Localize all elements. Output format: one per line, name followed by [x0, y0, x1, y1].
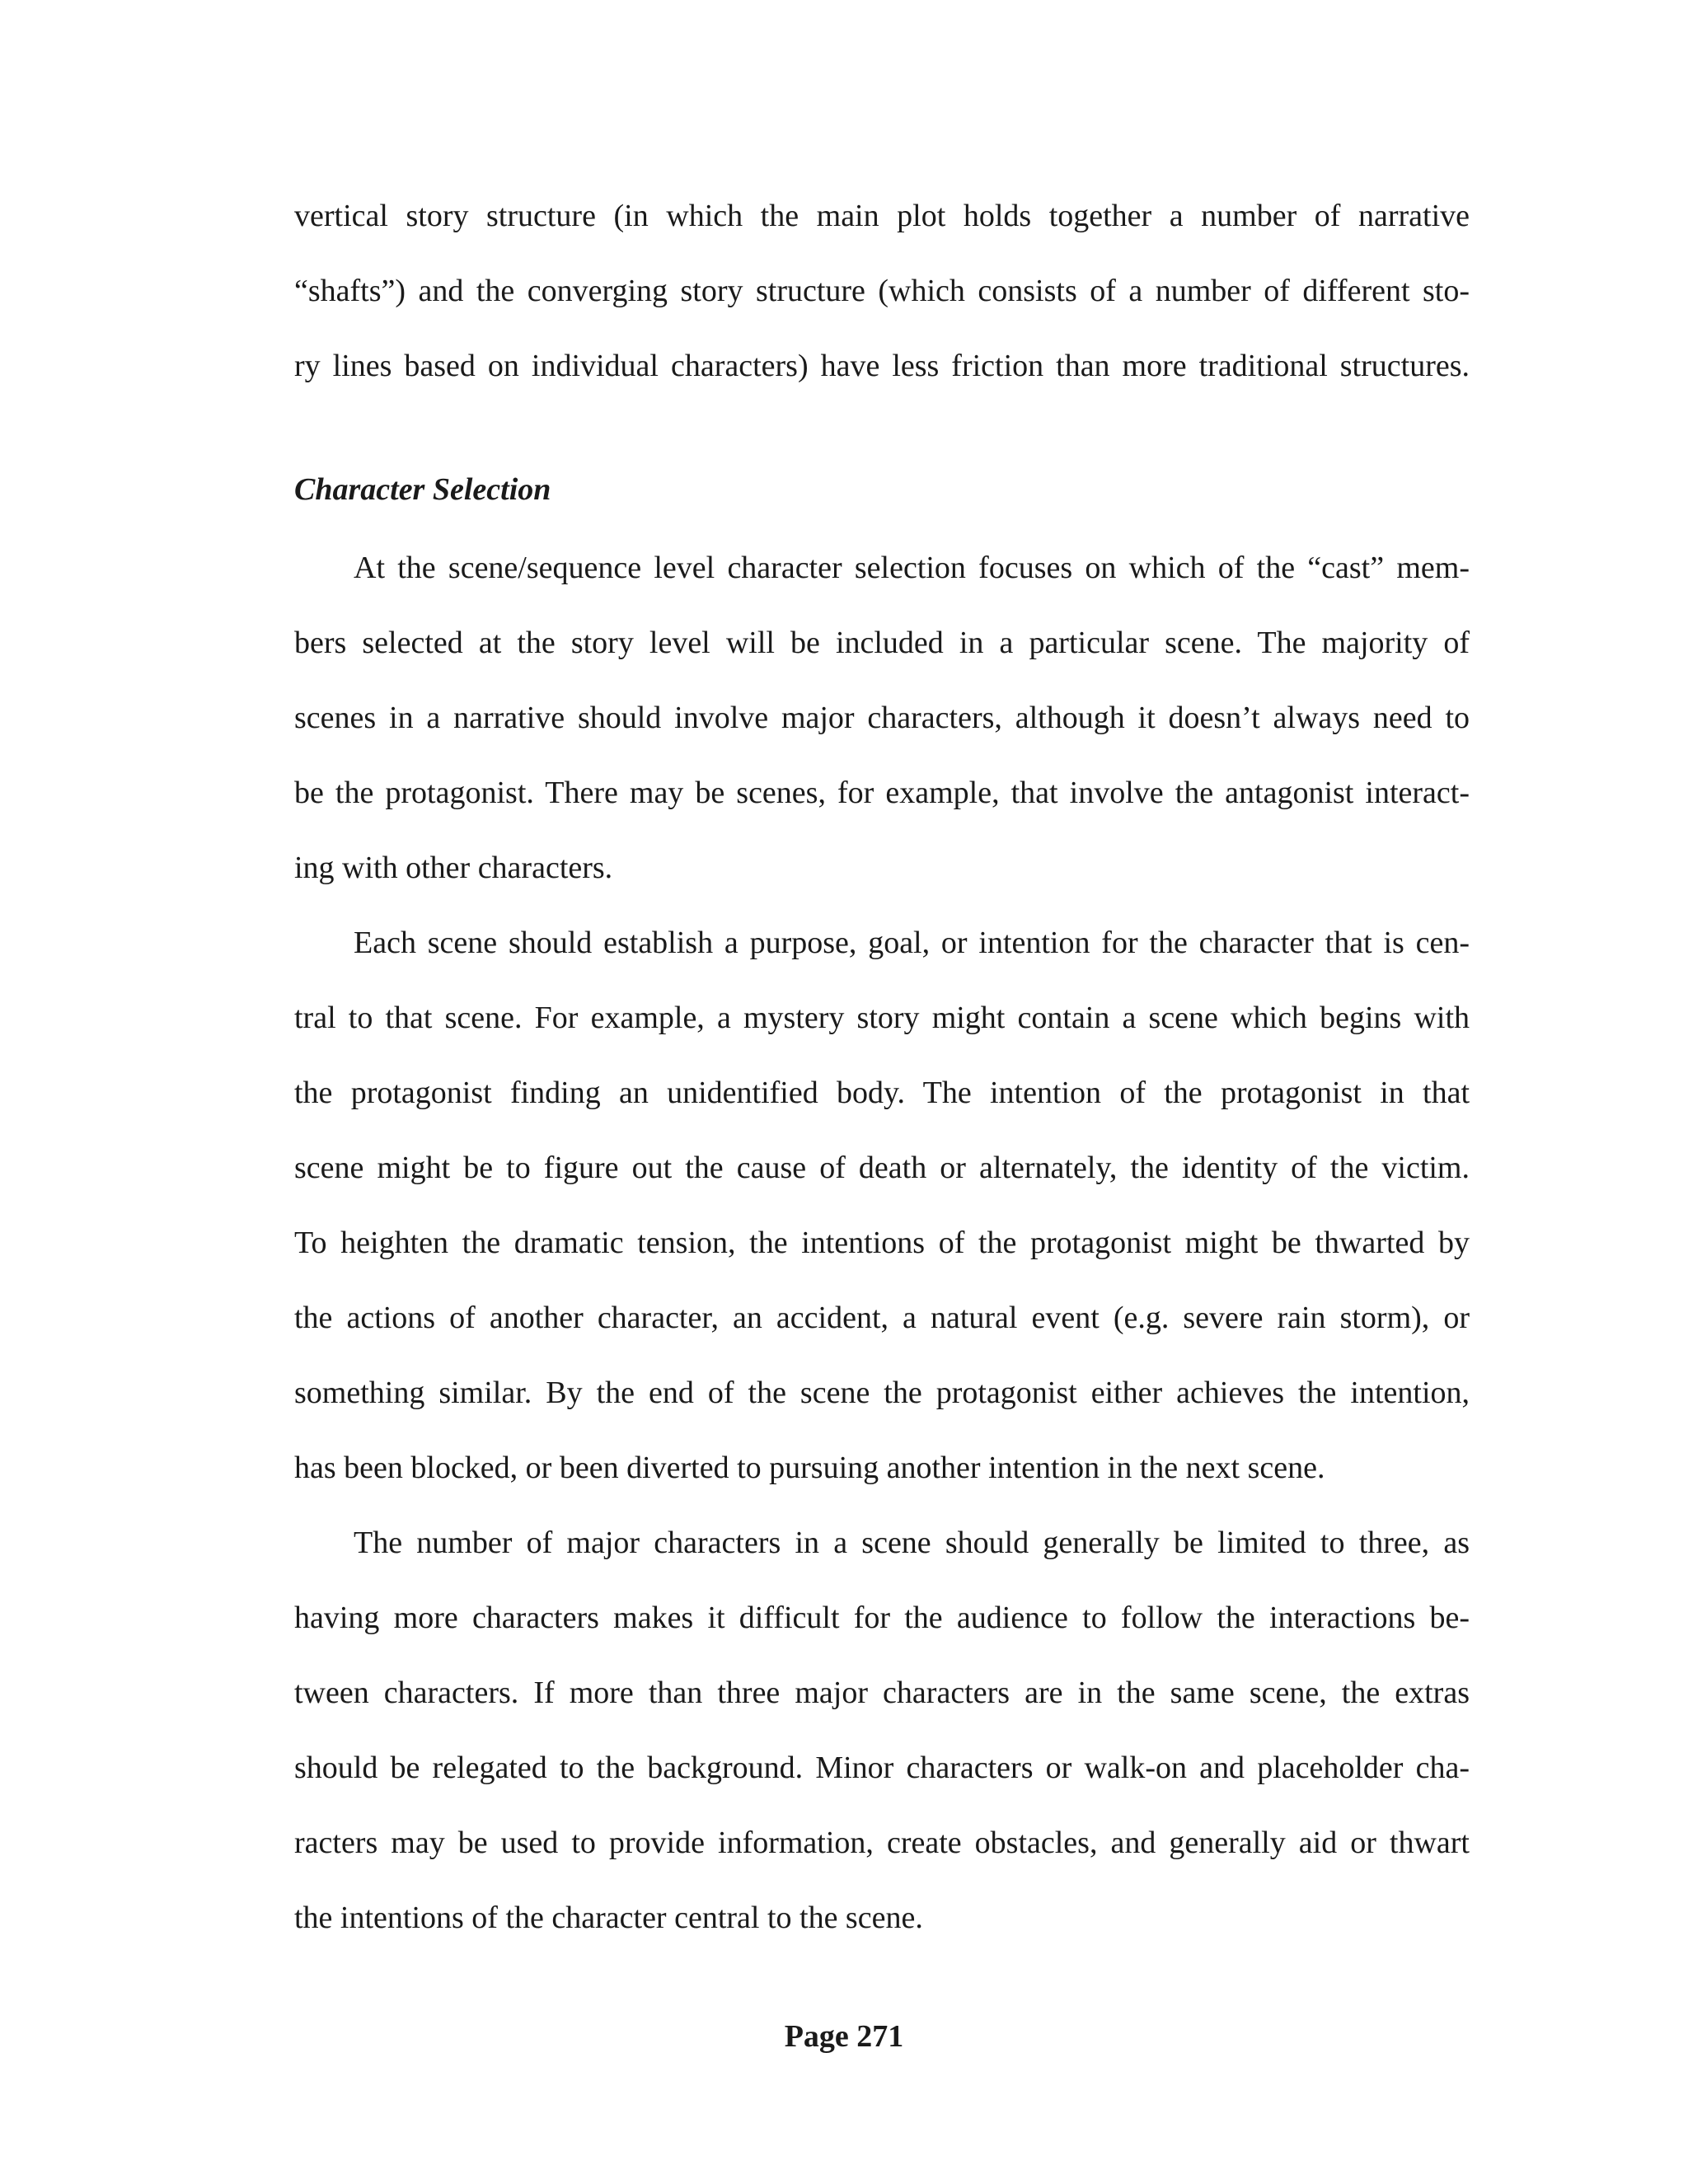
text-line: “shafts”) and the converging story structure (which consists of a number of different sto-	[294, 274, 1470, 308]
text-line: At the scene/sequence level character selection focuses on which of the “cast” mem-	[354, 551, 1470, 585]
text-line: scenes in a narrative should involve major characters, although it doesn’t always need to	[294, 701, 1470, 735]
text-line: should be relegated to the background. Minor characters or walk-on and placeholder cha-	[294, 1750, 1470, 1785]
text-line: ry lines based on individual characters) have less friction than more traditional structures.	[294, 349, 1470, 383]
text-line: To heighten the dramatic tension, the intentions of the protagonist might be thwarted by	[294, 1226, 1470, 1260]
section-heading: Character Selection	[294, 472, 551, 507]
text-line: Each scene should establish a purpose, goal, or intention for the character that is cen-	[354, 926, 1470, 960]
body-text	[294, 531, 1470, 1956]
text-line: ing with other characters.	[294, 851, 613, 885]
continuation-paragraph	[294, 179, 1470, 404]
text-line: something similar. By the end of the scene the protagonist either achieves the intention,	[294, 1376, 1470, 1410]
text-line: be the protagonist. There may be scenes, for example, that involve the antagonist interact-	[294, 776, 1470, 810]
page-number: Page 271	[784, 2019, 904, 2054]
paragraph	[294, 906, 1470, 1506]
text-line: the actions of another character, an accident, a natural event (e.g. severe rain storm), or	[294, 1301, 1470, 1335]
text-line: having more characters makes it difficult for the audience to follow the interactions be-	[294, 1601, 1470, 1635]
text-line: tween characters. If more than three major characters are in the same scene, the extras	[294, 1675, 1470, 1710]
text-line: vertical story structure (in which the main plot holds together a number of narrative	[294, 199, 1470, 233]
paragraph	[294, 531, 1470, 906]
text-line: scene might be to figure out the cause of death or alternately, the identity of the victim.	[294, 1151, 1470, 1185]
text-line: The number of major characters in a scene should generally be limited to three, as	[354, 1526, 1470, 1560]
text-line: the protagonist finding an unidentified body. The intention of the protagonist in that	[294, 1076, 1470, 1110]
text-line: the intentions of the character central to the scene.	[294, 1900, 923, 1935]
text-line: racters may be used to provide information, create obstacles, and generally aid or thwart	[294, 1825, 1470, 1860]
paragraph	[294, 1506, 1470, 1956]
text-line: has been blocked, or been diverted to pursuing another intention in the next scene.	[294, 1451, 1325, 1485]
text-line: tral to that scene. For example, a mystery story might contain a scene which begins with	[294, 1001, 1470, 1035]
text-line: bers selected at the story level will be included in a particular scene. The majority of	[294, 626, 1470, 660]
